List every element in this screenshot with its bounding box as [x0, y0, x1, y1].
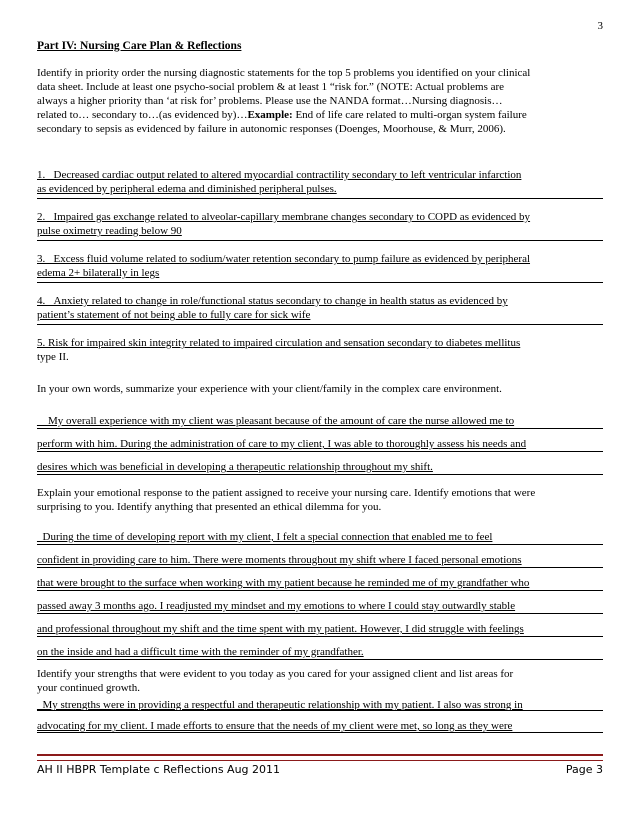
answer-rule [37, 198, 603, 199]
diagnosis-line: 2. _Impaired gas exchange related to alveolar-capillary membrane changes secondary to COPD as evidenced by [37, 211, 531, 223]
answer-rule [37, 451, 603, 452]
answer-rule [37, 282, 603, 283]
diagnosis-3 [37, 252, 603, 280]
instruction-line: Identify in priority order the nursing diagnostic statements for the top 5 problems you identified on your clinical [37, 67, 531, 79]
example-text: End of life care related to multi-organ system failure [292, 109, 527, 121]
answer-line: confident in providing care to him. There were moments throughout my shift where I faced personal emotions [37, 554, 522, 566]
answer-experience [37, 410, 603, 479]
footer-rule [37, 754, 603, 761]
answer-line: that were brought to the surface when working with my patient because he reminded me of my grandfather who [37, 577, 530, 589]
footer-page-number: Page 3 [565, 763, 603, 776]
diagnosis-2 [37, 210, 603, 238]
answer-rule [37, 428, 603, 429]
diagnosis-4 [37, 294, 603, 322]
answer-line: desires which was beneficial in developing a therapeutic relationship throughout my shift. [37, 461, 433, 473]
instructions [37, 66, 603, 136]
prompt-experience [37, 382, 603, 396]
section-title: Part IV: Nursing Care Plan & Reflections [37, 40, 242, 52]
diagnosis-line: pulse oximetry reading below 90 [37, 225, 182, 237]
page-number: 3 [597, 20, 603, 32]
answer-line: __My overall experience with my client was pleasant because of the amount of care the nurse allowed me to [37, 415, 515, 427]
answer-line: passed away 3 months ago. I readjusted my mindset and my emotions to where I could stay outwardly stable [37, 600, 516, 612]
diagnosis-5 [37, 336, 603, 364]
answer-rule [37, 613, 603, 614]
diagnosis-line: 3. _Excess fluid volume related to sodium/water retention secondary to pump failure as evidenced by peripheral [37, 253, 531, 265]
answer-line: _My strengths were in providing a respectful and therapeutic relationship with my patient. I also was strong in [37, 699, 523, 711]
diagnosis-1 [37, 168, 603, 196]
answer-rule [37, 659, 603, 660]
answer-strengths [37, 695, 603, 737]
diagnosis-line: 1. _Decreased cardiac output related to altered myocardial contractility secondary to left ventricular infarction [37, 169, 522, 181]
answer-emotional [37, 526, 603, 664]
footer-title: AH II HBPR Template c Reflections Aug 2011 [37, 763, 281, 776]
page-footer [37, 763, 603, 776]
answer-rule [37, 590, 603, 591]
prompt-line: Explain your emotional response to the patient assigned to receive your nursing care. Identify emotions that were [37, 487, 536, 499]
answer-line: advocating for my client. I made efforts to ensure that the needs of my client were met, so long as they were [37, 720, 513, 732]
answer-line: on the inside and had a difficult time with the reminder of my grandfather. [37, 646, 364, 658]
diagnosis-line: as evidenced by peripheral edema and diminished peripheral pulses. [37, 183, 337, 195]
prompt-line: your continued growth. [37, 682, 140, 694]
instruction-line: related to… secondary to…(as evidenced by)…Example: End of life care related to multi-organ system failure [37, 109, 527, 121]
answer-rule [37, 710, 603, 711]
answer-rule [37, 567, 603, 568]
diagnosis-line: 5. Risk for impaired skin integrity related to impaired circulation and sensation secondary to diabetes mellitus [37, 337, 521, 349]
answer-rule [37, 732, 603, 733]
prompt-strengths [37, 667, 603, 695]
diagnosis-line: edema 2+ bilaterally in legs [37, 267, 160, 279]
diagnosis-line: type II. [37, 351, 69, 363]
instruction-line: data sheet. Include at least one psycho-social problem & at least 1 “risk for.” (NOTE: Actual problems are [37, 81, 505, 93]
answer-line: _During the time of developing report with my client, I felt a special connection that enabled me to feel [37, 531, 493, 543]
diagnosis-line: 4. _Anxiety related to change in role/functional status secondary to change in health status as evidenced by [37, 295, 508, 307]
prompt-line: In your own words, summarize your experience with your client/family in the complex care environment. [37, 383, 502, 395]
answer-line: perform with him. During the administration of care to my client, I was able to thoroughly assess his needs and [37, 438, 527, 450]
answer-rule [37, 544, 603, 545]
answer-rule [37, 474, 603, 475]
answer-rule [37, 636, 603, 637]
prompt-line: surprising to you. Identify anything that presented an ethical dilemma for you. [37, 501, 382, 513]
prompt-emotional [37, 486, 603, 514]
instruction-line: always a higher priority than ‘at risk for’ problems. Please use the NANDA format…Nursing diagnosis… [37, 95, 503, 107]
prompt-line: Identify your strengths that were evident to you today as you cared for your assigned client and list areas for [37, 668, 514, 680]
instruction-line: secondary to sepsis as evidenced by failure in autonomic responses (Doenges, Moorhouse, & Murr, 2006). [37, 123, 506, 135]
answer-rule [37, 240, 603, 241]
example-label: Example: [247, 109, 293, 121]
diagnosis-line: patient’s statement of not being able to fully care for sick wife [37, 309, 311, 321]
answer-rule [37, 324, 603, 325]
answer-line: and professional throughout my shift and the time spent with my patient. However, I did struggle with feelings [37, 623, 524, 635]
